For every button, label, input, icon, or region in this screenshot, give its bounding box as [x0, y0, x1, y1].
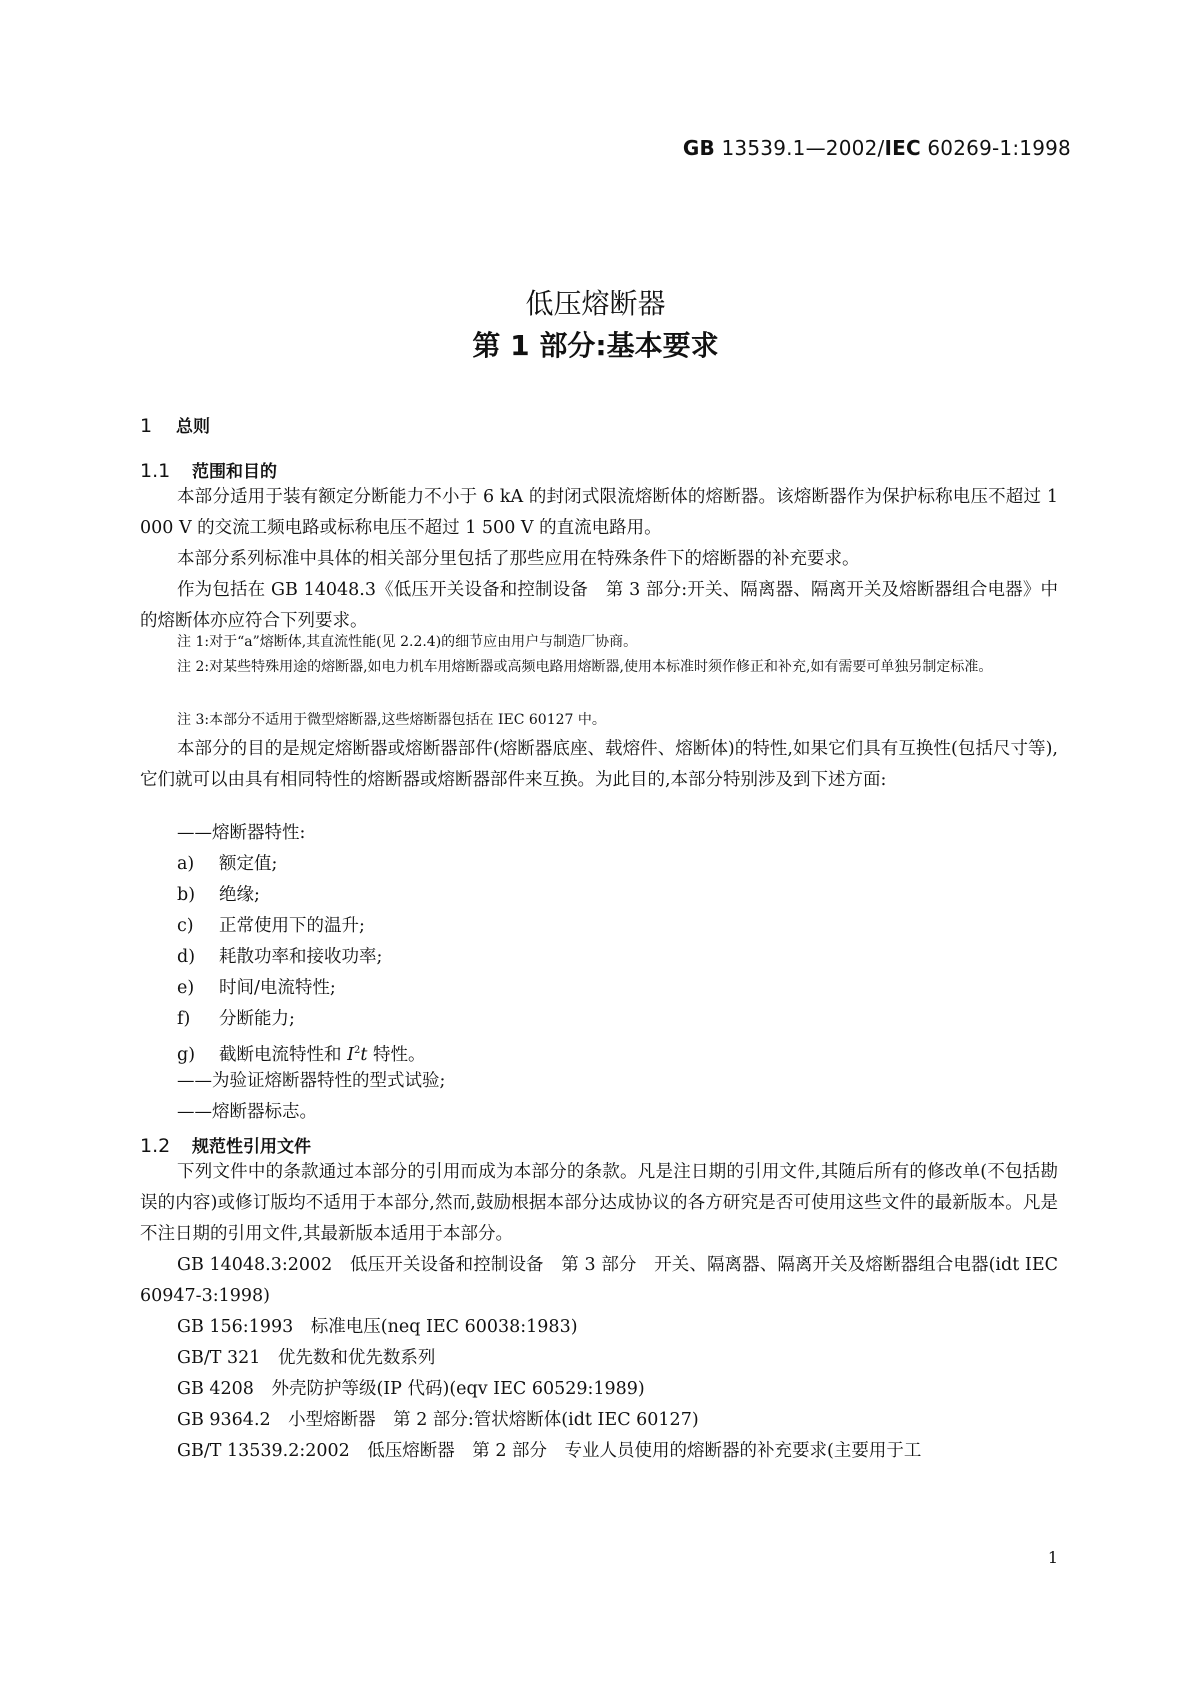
reference-gb-14048-3: GB 14048.3:2002 低压开关设备和控制设备 第 3 部分 开关、隔离器、隔离开关及熔断器组合电器(idt IEC 60947-3:1998) [140, 1255, 1058, 1306]
list-item-text-b: 特性。 [367, 1044, 426, 1065]
document-subtitle: 第 1 部分:基本要求 [472, 329, 719, 362]
paragraph-fuse-link: 作为包括在 GB 14048.3《低压开关设备和控制设备 第 3 部分:开关、隔离器、隔离开关及熔断器组合电器》中的熔断体亦应符合下列要求。 [140, 580, 1058, 631]
section-label: 范围和目的 [192, 462, 277, 482]
list-item-label: b) [177, 885, 196, 905]
list-item [177, 880, 260, 911]
paragraph-scope: 本部分适用于装有额定分断能力不小于 6 kA 的封闭式限流熔断体的熔断器。该熔断器作为保护标称电压不超过 1 000 V 的交流工频电路或标称电压不超过 1 500 V 的直流电路用。 [140, 487, 1058, 538]
list-item-text: 额定值; [219, 854, 278, 874]
list-item [177, 911, 365, 942]
list-item [177, 942, 382, 973]
page-number: 1 [1047, 1548, 1058, 1567]
list-item-label: g) [177, 1044, 196, 1065]
t-symbol: t [360, 1044, 368, 1065]
list-item-text: 分断能力; [219, 1009, 295, 1029]
list-item-text: 时间/电流特性; [219, 978, 336, 998]
superscript-2: 2 [353, 1045, 361, 1056]
header-std2: 60269-1:1998 [920, 136, 1071, 160]
list-dash-marking: ——熔断器标志。 [177, 1102, 317, 1122]
list-item-label: e) [177, 978, 195, 998]
reference-gb-4208: GB 4208 外壳防护等级(IP 代码)(eqv IEC 60529:1989) [177, 1379, 645, 1399]
section-1-2-heading [140, 1132, 311, 1157]
paragraph-supplement: 本部分系列标准中具体的相关部分里包括了那些应用在特殊条件下的熔断器的补充要求。 [177, 549, 860, 569]
list-item-label: d) [177, 947, 196, 967]
document-title: 低压熔断器 [525, 287, 666, 320]
header-prefix: GB [682, 136, 715, 160]
list-item-label: a) [177, 854, 195, 874]
list-dash-characteristics: ——熔断器特性: [177, 823, 306, 843]
i-symbol: I [347, 1044, 354, 1065]
section-1-1-heading [140, 457, 277, 482]
section-number: 1 [140, 415, 153, 437]
list-item-text-a: 截断电流特性和 [219, 1044, 348, 1065]
section-1-heading [140, 412, 210, 437]
list-dash-type-tests: ——为验证熔断器特性的型式试验; [177, 1071, 446, 1091]
section-label: 总则 [176, 417, 210, 437]
list-item [177, 973, 336, 1004]
list-item [177, 849, 277, 880]
header-std1: 13539.1—2002/ [714, 136, 885, 160]
list-item-label: f) [177, 1009, 191, 1029]
paragraph-purpose: 本部分的目的是规定熔断器或熔断器部件(熔断器底座、载熔件、熔断体)的特性,如果它们具有互换性(包括尺寸等),它们就可以由具有相同特性的熔断器或熔断器部件来互换。为此目的,本部分特别涉及到下述方面: [140, 739, 1058, 790]
section-number: 1.1 [140, 460, 171, 482]
note-2: 注 2:对某些特殊用途的熔断器,如电力机车用熔断器或高频电路用熔断器,使用本标准时须作修正和补充,如有需要可单独另制定标准。 [177, 659, 993, 675]
list-item-text: 绝缘; [219, 885, 260, 905]
reference-gb-156: GB 156:1993 标准电压(neq IEC 60038:1983) [177, 1317, 578, 1337]
header-iec: IEC [884, 136, 921, 160]
section-number: 1.2 [140, 1135, 171, 1157]
list-item-text: 耗散功率和接收功率; [219, 947, 383, 967]
reference-gb-9364-2: GB 9364.2 小型熔断器 第 2 部分:管状熔断体(idt IEC 60127) [177, 1410, 699, 1430]
paragraph-normative-refs: 下列文件中的条款通过本部分的引用而成为本部分的条款。凡是注日期的引用文件,其随后所有的修改单(不包括勘误的内容)或修订版均不适用于本部分,然而,鼓励根据本部分达成协议的各方研究是否可使用这些文件的最新版本。凡是不注日期的引用文件,其最新版本适用于本部分。 [140, 1162, 1058, 1244]
standard-header [683, 136, 1071, 160]
list-item-text: 正常使用下的温升; [219, 916, 365, 936]
reference-gbt-321: GB/T 321 优先数和优先数系列 [177, 1348, 436, 1368]
reference-gbt-13539-2: GB/T 13539.2:2002 低压熔断器 第 2 部分 专业人员使用的熔断器的补充要求(主要用于工 [177, 1441, 922, 1461]
list-item [177, 1004, 295, 1035]
note-3: 注 3:本部分不适用于微型熔断器,这些熔断器包括在 IEC 60127 中。 [177, 712, 606, 728]
note-1: 注 1:对于“a”熔断体,其直流性能(见 2.2.4)的细节应由用户与制造厂协商。 [177, 634, 638, 650]
section-label: 规范性引用文件 [192, 1137, 311, 1157]
list-item-label: c) [177, 916, 194, 936]
